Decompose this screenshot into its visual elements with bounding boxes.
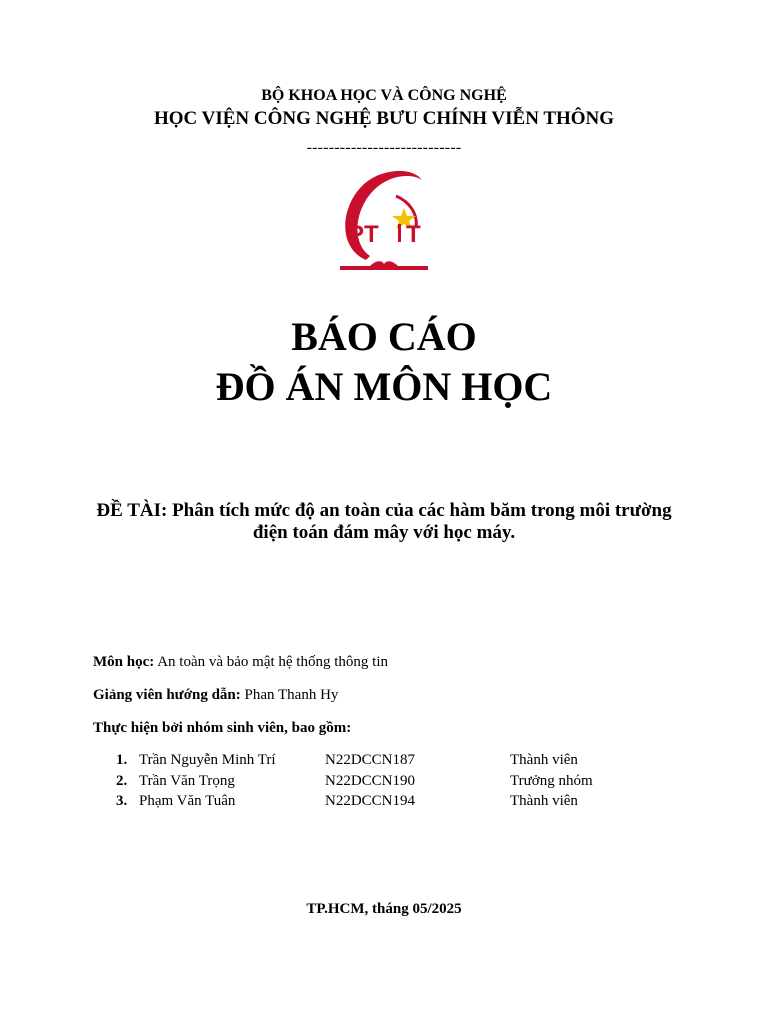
member-number: 3. xyxy=(116,793,128,809)
instructor-line xyxy=(93,685,338,705)
member-role: Trưởng nhóm xyxy=(510,772,593,789)
ptit-logo-icon xyxy=(336,168,432,278)
member-student-id: N22DCCN190 xyxy=(325,772,416,789)
logo-book-base xyxy=(340,266,428,270)
member-row xyxy=(116,773,676,794)
topic-label: ĐỀ TÀI: xyxy=(96,500,168,521)
logo-text-left: PT xyxy=(348,221,379,248)
member-student-id: N22DCCN187 xyxy=(325,752,416,768)
logo-book-icon xyxy=(370,261,398,266)
member-student-id: N22DCCN194 xyxy=(325,793,416,809)
member-name: Phạm Văn Tuân xyxy=(139,793,236,809)
member-number: 2. xyxy=(116,772,128,789)
instructor-label: Giảng viên hướng dẫn: xyxy=(93,687,241,703)
subject-line xyxy=(93,652,388,672)
institute-name: HỌC VIỆN CÔNG NGHỆ BƯU CHÍNH VIỄN THÔNG xyxy=(153,108,615,129)
ministry-name: BỘ KHOA HỌC VÀ CÔNG NGHỆ xyxy=(261,87,507,104)
subject-label: Môn học: xyxy=(93,654,155,670)
group-line xyxy=(93,718,351,738)
logo-i-bar xyxy=(398,224,401,242)
instructor-value: Phan Thanh Hy xyxy=(244,687,339,703)
report-topic xyxy=(90,500,678,544)
member-role: Thành viên xyxy=(510,752,578,768)
member-row xyxy=(116,752,676,773)
member-number: 1. xyxy=(116,752,128,768)
member-role: Thành viên xyxy=(510,793,578,809)
member-row xyxy=(116,793,676,814)
place-and-date: TP.HCM, tháng 05/2025 xyxy=(306,901,462,917)
logo-text-right: T xyxy=(406,221,421,248)
subject-value: An toàn và bảo mật hệ thống thông tin xyxy=(157,654,388,670)
report-title-line2: ĐỒ ÁN MÔN HỌC xyxy=(215,364,553,409)
topic-text: Phân tích mức độ an toàn của các hàm băm trong môi trường điện toán đám mây với học máy. xyxy=(172,500,672,543)
report-title-line1: BÁO CÁO xyxy=(291,314,477,359)
header-separator: ---------------------------- xyxy=(306,139,462,156)
member-name: Trần Nguyễn Minh Trí xyxy=(139,752,276,768)
group-label: Thực hiện bởi nhóm sinh viên, bao gồm: xyxy=(93,720,352,736)
member-name: Trần Văn Trọng xyxy=(139,772,235,789)
member-list xyxy=(116,752,676,814)
